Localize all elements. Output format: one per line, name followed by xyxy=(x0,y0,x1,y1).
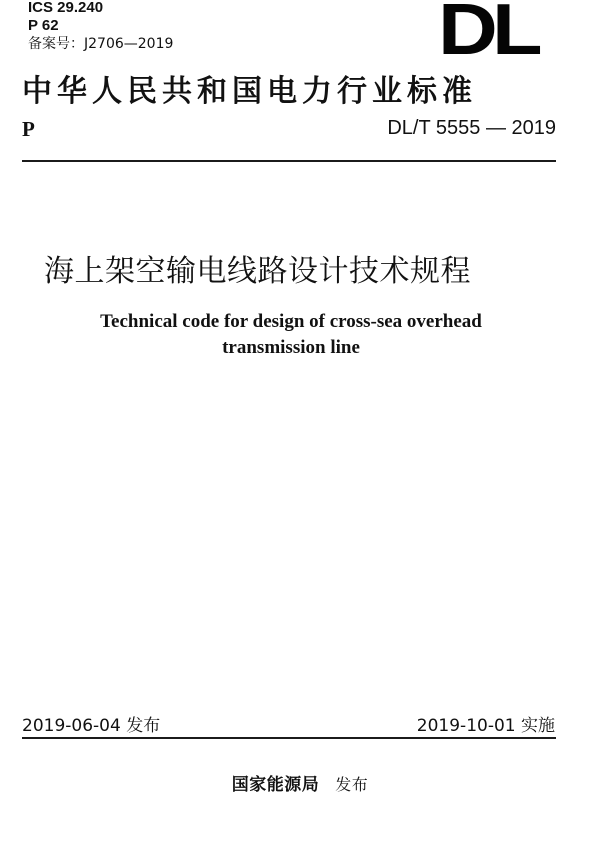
publisher-name: 国家能源局 xyxy=(231,775,320,795)
publisher-action: 发布 xyxy=(335,775,369,794)
document-title-english-line-2: transmission line xyxy=(222,337,360,358)
footer-divider xyxy=(22,737,556,739)
classification-code: P 62 xyxy=(28,17,59,34)
document-title-chinese: 海上架空输电线路设计技术规程 xyxy=(44,254,471,289)
dl-logo: DL xyxy=(438,0,537,70)
standard-category: P xyxy=(22,117,35,141)
organization-title: 中华人民共和国电力行业标准 xyxy=(22,74,477,109)
document-title-english-line-1: Technical code for design of cross-sea overhead xyxy=(100,311,482,332)
ics-code: ICS 29.240 xyxy=(28,0,104,16)
publisher-line xyxy=(0,770,600,795)
filing-number: 备案号：J2706—2019 xyxy=(28,36,174,52)
effective-date: 2019-10-01 实施 xyxy=(416,716,555,736)
header-divider xyxy=(22,160,556,162)
issue-date: 2019-06-04 发布 xyxy=(22,716,161,736)
standard-number: DL/T 5555 — 2019 xyxy=(387,117,556,139)
